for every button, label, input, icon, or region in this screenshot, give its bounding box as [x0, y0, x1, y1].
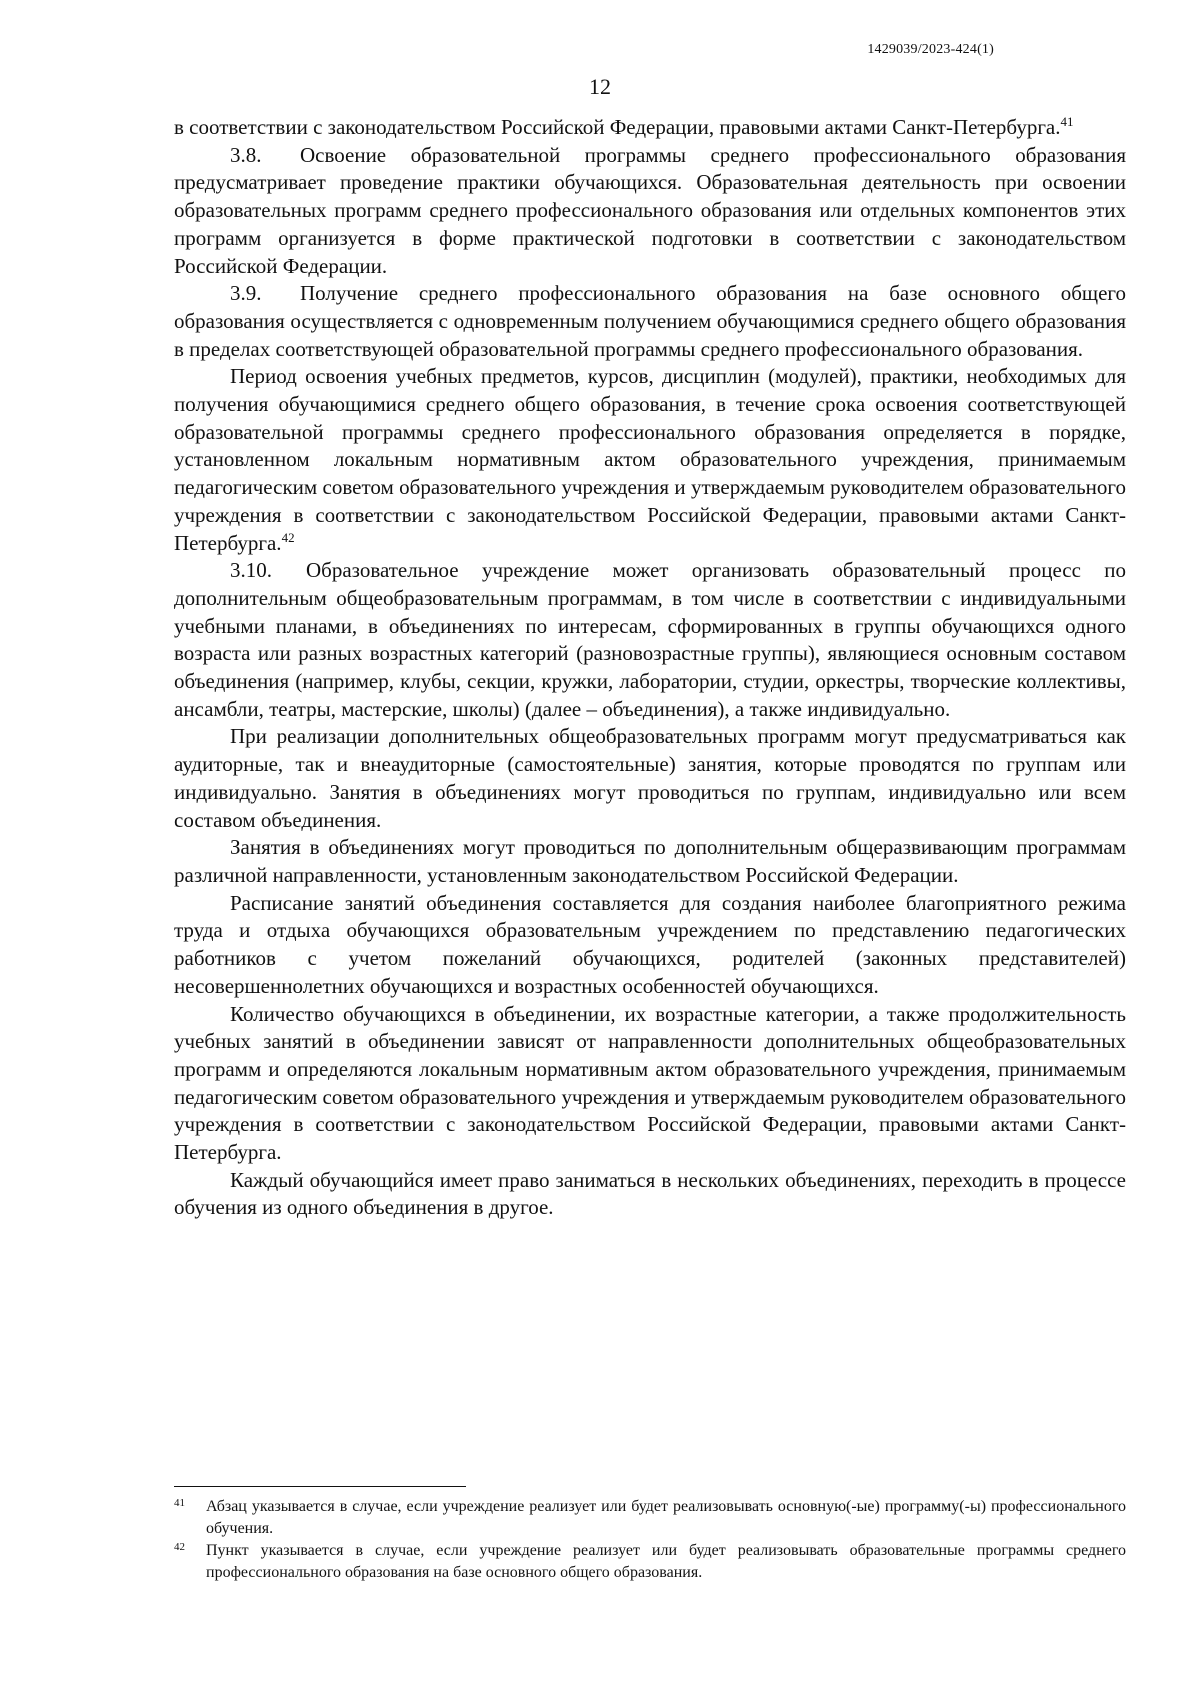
footnote-text: Пункт указывается в случае, если учреждение реализует или будет реализовывать образовательные программы среднего профессионального образования на базе основного общего образования. — [206, 1542, 1126, 1581]
paragraph-implementation — [174, 723, 1126, 834]
document-body — [174, 114, 1126, 1222]
paragraph-text: Количество обучающихся в объединении, их возрастные категории, а также продолжительность учебных занятий в объединении зависят от направленности дополнительных общеобразовательных программ и определяются локальным нормативным актом образовательного учреждения, принимаемым педагогическим советом образовательного учреждения и утверждаемым руководителем образовательного учреждения в соответствии с законодательством Российской Федерации, правовыми актами Санкт-Петербурга. — [174, 1001, 1126, 1165]
paragraph-period — [174, 363, 1126, 557]
footnote-42 — [174, 1540, 1126, 1584]
paragraph-3-10 — [174, 557, 1126, 723]
paragraph-text: в соответствии с законодательством Российской Федерации, правовыми актами Санкт-Петербурга. — [174, 115, 1061, 139]
paragraph-text: Занятия в объединениях могут проводиться по дополнительным общеразвивающим программам различной направленности, установленным законодательством Российской Федерации. — [174, 835, 1126, 887]
paragraph-text: Освоение образовательной программы среднего профессионального образования предусматривает проведение практики обучающихся. Образовательная деятельность при освоении образовательных программ среднего профессионального образования или отдельных компонентов этих программ организуется в форме практической подготовки в соответствии с законодательством Российской Федерации. — [174, 142, 1126, 278]
paragraph-quantity — [174, 1001, 1126, 1167]
clause-number: 3.9. — [230, 281, 262, 306]
paragraph-3-8 — [174, 142, 1126, 281]
paragraph-text: Каждый обучающийся имеет право заниматься в нескольких объединениях, переходить в процессе обучения из одного объединения в другое. — [174, 1167, 1126, 1220]
footnotes — [174, 1496, 1126, 1584]
page-number: 12 — [589, 74, 611, 99]
paragraph-text: При реализации дополнительных общеобразовательных программ могут предусматриваться как аудиторные, так и внеаудиторные (самостоятельные) занятия, которые проводятся по группам или индивидуально. Занятия в объединениях могут проводиться по группам, индивидуально или всем составом объединения. — [174, 724, 1126, 832]
paragraph-text: Период освоения учебных предметов, курсов, дисциплин (модулей), практики, необходимых для получения обучающимися среднего общего образования, в течение срока освоения соответствующей образовательной программы среднего профессионального образования определяется в порядке, установленном локальным нормативным актом образовательного учреждения, принимаемым педагогическим советом образовательного учреждения и утверждаемым руководителем образовательного учреждения в соответствии с законодательством Российской Федерации, правовыми актами Санкт-Петербурга. — [174, 364, 1126, 555]
paragraph-3-9 — [174, 280, 1126, 363]
paragraph-text: Получение среднего профессионального образования на базе основного общего образования осуществляется с одновременным получением обучающимися среднего общего образования в пределах соответствующей образовательной программы среднего профессионального образования. — [174, 281, 1126, 361]
paragraph-each-student — [174, 1167, 1126, 1222]
footnote-ref-41: 41 — [1060, 114, 1074, 129]
document-id: 1429039/2023-424(1) — [867, 42, 994, 57]
paragraph-classes — [174, 834, 1126, 889]
paragraph-text: Расписание занятий объединения составляется для создания наиболее благоприятного режима труда и отдыха обучающихся образовательным учреждением по представлению педагогических работников с учетом пожеланий обучающихся, родителей (законных представителей) несовершеннолетних обучающихся и возрастных особенностей обучающихся. — [174, 890, 1126, 998]
footnote-41 — [174, 1496, 1126, 1540]
clause-number: 3.10. — [230, 558, 272, 583]
paragraph-text: Образовательное учреждение может организовать образовательный процесс по дополнительным общеобразовательным программам, в том числе в соответствии с индивидуальными учебными планами, в объединениях по интересам, сформированных в группы обучающихся одного возраста или разных возрастных категорий (разновозрастные группы), являющиеся основным составом объединения (например, клубы, секции, кружки, лаборатории, студии, оркестры, творческие коллективы, ансамбли, театры, мастерские, школы) (далее – объединения), а также индивидуально. — [174, 558, 1126, 721]
footnote-text: Абзац указывается в случае, если учреждение реализует или будет реализовывать основную(-ые) программу(-ы) профессионального обучения. — [206, 1498, 1126, 1537]
footnote-mark: 42 — [174, 1541, 185, 1553]
clause-number: 3.8. — [230, 142, 262, 167]
footnote-ref-42: 42 — [281, 529, 295, 545]
paragraph-schedule — [174, 890, 1126, 1001]
footnote-divider — [174, 1486, 466, 1487]
footnote-mark: 41 — [174, 1497, 185, 1509]
paragraph-continuation — [174, 114, 1126, 142]
